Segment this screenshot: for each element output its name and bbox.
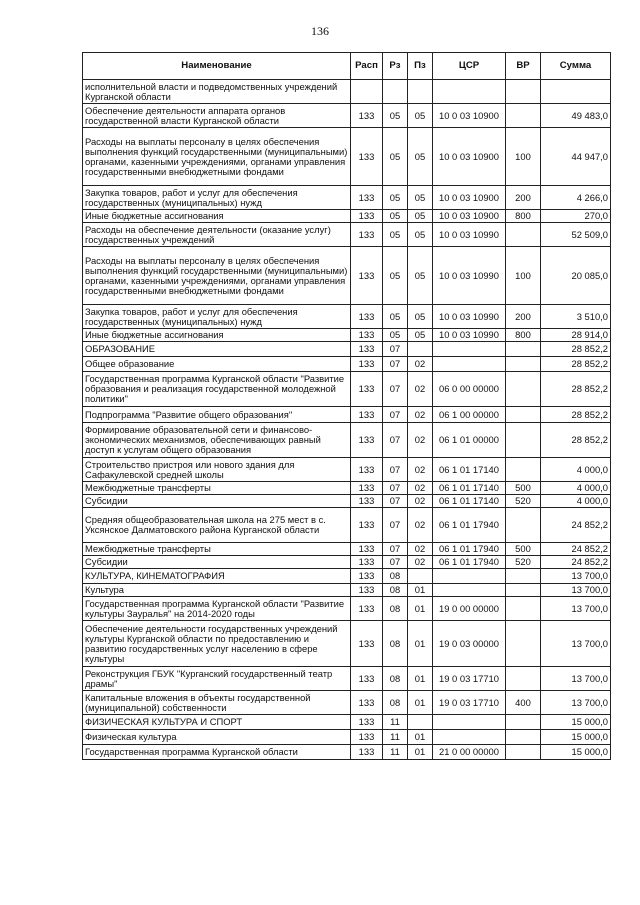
row-rz-cell (383, 80, 408, 104)
table-row (83, 305, 611, 329)
row-csr-cell: 10 0 03 10990 (433, 247, 506, 305)
row-sum-cell: 24 852,2 (541, 508, 611, 543)
row-rasp-cell: 133 (351, 543, 383, 556)
row-name-cell: Расходы на обеспечение деятельности (оказание услуг) государственных учреждений (83, 223, 351, 247)
row-csr-cell: 06 1 01 17940 (433, 508, 506, 543)
row-rz-cell: 07 (383, 482, 408, 495)
table-row (83, 543, 611, 556)
row-rasp-cell (351, 80, 383, 104)
row-csr-cell: 19 0 03 17710 (433, 691, 506, 715)
row-rz-cell: 05 (383, 210, 408, 223)
row-rz-cell: 07 (383, 357, 408, 372)
table-row (83, 372, 611, 407)
row-vr-cell: 100 (506, 128, 541, 186)
row-rz-cell: 07 (383, 508, 408, 543)
row-sum-cell: 13 700,0 (541, 621, 611, 667)
header-rz: Рз (383, 53, 408, 80)
row-rz-cell: 05 (383, 186, 408, 210)
row-sum-cell: 15 000,0 (541, 730, 611, 745)
row-csr-cell: 10 0 03 10900 (433, 210, 506, 223)
table-row (83, 407, 611, 423)
table-row (83, 730, 611, 745)
row-vr-cell (506, 730, 541, 745)
row-rasp-cell: 133 (351, 210, 383, 223)
row-vr-cell: 200 (506, 305, 541, 329)
row-sum-cell: 28 914,0 (541, 329, 611, 342)
row-pz-cell: 02 (408, 423, 433, 458)
row-name-cell: Закупка товаров, работ и услуг для обеспечения государственных (муниципальных) нужд (83, 186, 351, 210)
row-rasp-cell: 133 (351, 691, 383, 715)
row-csr-cell (433, 730, 506, 745)
table-row (83, 584, 611, 597)
row-rasp-cell: 133 (351, 305, 383, 329)
row-sum-cell: 13 700,0 (541, 691, 611, 715)
row-name-cell: Иные бюджетные ассигнования (83, 329, 351, 342)
table-row (83, 423, 611, 458)
table-row (83, 597, 611, 621)
row-vr-cell (506, 745, 541, 760)
row-sum-cell: 28 852,2 (541, 423, 611, 458)
row-vr-cell (506, 223, 541, 247)
row-pz-cell: 05 (408, 247, 433, 305)
row-pz-cell: 02 (408, 556, 433, 569)
row-rasp-cell: 133 (351, 407, 383, 423)
row-vr-cell: 800 (506, 210, 541, 223)
row-sum-cell: 28 852,2 (541, 407, 611, 423)
row-rz-cell: 07 (383, 458, 408, 482)
row-pz-cell: 02 (408, 482, 433, 495)
row-csr-cell: 06 1 01 00000 (433, 423, 506, 458)
row-sum-cell: 13 700,0 (541, 597, 611, 621)
row-rasp-cell: 133 (351, 597, 383, 621)
header-pz: Пз (408, 53, 433, 80)
row-name-cell: Реконструкция ГБУК "Курганский государственный театр драмы" (83, 667, 351, 691)
row-rz-cell: 08 (383, 584, 408, 597)
row-csr-cell: 06 1 01 17140 (433, 458, 506, 482)
table-row (83, 482, 611, 495)
row-rz-cell: 11 (383, 730, 408, 745)
row-rz-cell: 08 (383, 569, 408, 584)
page-number: 136 (311, 24, 329, 38)
row-csr-cell: 19 0 00 00000 (433, 597, 506, 621)
row-pz-cell: 05 (408, 329, 433, 342)
table-row (83, 667, 611, 691)
row-name-cell: Межбюджетные трансферты (83, 543, 351, 556)
row-rasp-cell: 133 (351, 745, 383, 760)
row-csr-cell: 06 0 00 00000 (433, 372, 506, 407)
row-csr-cell (433, 584, 506, 597)
row-pz-cell: 01 (408, 584, 433, 597)
row-csr-cell: 06 1 01 17140 (433, 495, 506, 508)
row-pz-cell: 02 (408, 543, 433, 556)
row-rz-cell: 08 (383, 597, 408, 621)
row-vr-cell (506, 357, 541, 372)
row-name-cell: Общее образование (83, 357, 351, 372)
row-name-cell: Субсидии (83, 556, 351, 569)
row-name-cell: Расходы на выплаты персоналу в целях обеспечения выполнения функций государственными (муниципальными) органами, казенными учреждениями, органами управления государственными внебюджетными фондами (83, 247, 351, 305)
header-rasp: Расп (351, 53, 383, 80)
row-name-cell: Иные бюджетные ассигнования (83, 210, 351, 223)
table-row (83, 80, 611, 104)
row-vr-cell (506, 372, 541, 407)
row-pz-cell: 01 (408, 730, 433, 745)
row-sum-cell: 20 085,0 (541, 247, 611, 305)
row-rz-cell: 05 (383, 128, 408, 186)
row-rasp-cell: 133 (351, 730, 383, 745)
row-rz-cell: 11 (383, 715, 408, 730)
header-csr: ЦСР (433, 53, 506, 80)
row-rasp-cell: 133 (351, 556, 383, 569)
row-sum-cell: 4 000,0 (541, 458, 611, 482)
table-row (83, 329, 611, 342)
row-sum-cell: 13 700,0 (541, 584, 611, 597)
row-vr-cell (506, 584, 541, 597)
row-pz-cell (408, 342, 433, 357)
row-vr-cell (506, 597, 541, 621)
row-rasp-cell: 133 (351, 357, 383, 372)
row-sum-cell: 24 852,2 (541, 556, 611, 569)
row-sum-cell: 3 510,0 (541, 305, 611, 329)
row-pz-cell: 05 (408, 128, 433, 186)
row-pz-cell: 05 (408, 104, 433, 128)
row-name-cell: Подпрограмма "Развитие общего образования" (83, 407, 351, 423)
row-rasp-cell: 133 (351, 342, 383, 357)
row-rasp-cell: 133 (351, 667, 383, 691)
table-row (83, 210, 611, 223)
table-row (83, 128, 611, 186)
row-name-cell: Обеспечение деятельности аппарата органов государственной власти Курганской области (83, 104, 351, 128)
row-rasp-cell: 133 (351, 508, 383, 543)
row-vr-cell (506, 407, 541, 423)
row-rasp-cell: 133 (351, 621, 383, 667)
row-rasp-cell: 133 (351, 482, 383, 495)
row-pz-cell: 05 (408, 210, 433, 223)
row-sum-cell: 4 266,0 (541, 186, 611, 210)
row-sum-cell: 49 483,0 (541, 104, 611, 128)
row-vr-cell (506, 104, 541, 128)
row-rasp-cell: 133 (351, 372, 383, 407)
row-rasp-cell: 133 (351, 495, 383, 508)
row-rz-cell: 05 (383, 104, 408, 128)
row-vr-cell (506, 569, 541, 584)
row-pz-cell: 01 (408, 691, 433, 715)
row-name-cell: Межбюджетные трансферты (83, 482, 351, 495)
row-name-cell: КУЛЬТУРА, КИНЕМАТОГРАФИЯ (83, 569, 351, 584)
row-pz-cell (408, 715, 433, 730)
row-vr-cell: 200 (506, 186, 541, 210)
row-vr-cell: 500 (506, 543, 541, 556)
row-name-cell: Средняя общеобразовательная школа на 275 мест в с. Уксянское Далматовского района Курганской области (83, 508, 351, 543)
row-csr-cell: 10 0 03 10990 (433, 305, 506, 329)
row-sum-cell: 4 000,0 (541, 482, 611, 495)
row-name-cell: Формирование образовательной сети и финансово-экономических механизмов, обеспечивающих равный доступ к услугам общего образования (83, 423, 351, 458)
row-vr-cell: 100 (506, 247, 541, 305)
row-rz-cell: 07 (383, 342, 408, 357)
table-row (83, 715, 611, 730)
row-rz-cell: 07 (383, 372, 408, 407)
row-rz-cell: 05 (383, 223, 408, 247)
table-row (83, 745, 611, 760)
row-sum-cell: 15 000,0 (541, 715, 611, 730)
row-pz-cell: 01 (408, 621, 433, 667)
row-name-cell: ОБРАЗОВАНИЕ (83, 342, 351, 357)
row-name-cell: ФИЗИЧЕСКАЯ КУЛЬТУРА И СПОРТ (83, 715, 351, 730)
row-rasp-cell: 133 (351, 128, 383, 186)
row-rasp-cell: 133 (351, 569, 383, 584)
row-pz-cell (408, 569, 433, 584)
row-rasp-cell: 133 (351, 247, 383, 305)
row-name-cell: Физическая культура (83, 730, 351, 745)
row-rz-cell: 05 (383, 329, 408, 342)
row-pz-cell: 02 (408, 495, 433, 508)
row-csr-cell: 10 0 03 10990 (433, 223, 506, 247)
row-rz-cell: 07 (383, 495, 408, 508)
row-pz-cell: 02 (408, 407, 433, 423)
row-pz-cell: 01 (408, 745, 433, 760)
row-csr-cell: 06 1 01 17940 (433, 556, 506, 569)
row-sum-cell: 13 700,0 (541, 667, 611, 691)
budget-table (82, 52, 611, 760)
row-sum-cell: 28 852,2 (541, 342, 611, 357)
header-sum: Сумма (541, 53, 611, 80)
row-rasp-cell: 133 (351, 423, 383, 458)
header-vr: ВР (506, 53, 541, 80)
row-name-cell: Государственная программа Курганской области (83, 745, 351, 760)
row-sum-cell: 13 700,0 (541, 569, 611, 584)
header-name: Наименование (83, 53, 351, 80)
row-vr-cell: 520 (506, 556, 541, 569)
row-rz-cell: 07 (383, 407, 408, 423)
row-name-cell: Обеспечение деятельности государственных учреждений культуры Курганской области по предоставлению и развитию государственных услуг населению в сфере культуры (83, 621, 351, 667)
row-vr-cell: 800 (506, 329, 541, 342)
row-pz-cell: 05 (408, 223, 433, 247)
row-csr-cell (433, 80, 506, 104)
row-pz-cell: 02 (408, 357, 433, 372)
row-sum-cell: 28 852,2 (541, 357, 611, 372)
row-vr-cell (506, 715, 541, 730)
row-sum-cell: 15 000,0 (541, 745, 611, 760)
row-csr-cell: 06 1 00 00000 (433, 407, 506, 423)
row-vr-cell (506, 458, 541, 482)
table-body (83, 80, 611, 760)
table-row (83, 691, 611, 715)
row-name-cell: Государственная программа Курганской области "Развитие образования и реализация государственной молодежной политики" (83, 372, 351, 407)
row-name-cell: Культура (83, 584, 351, 597)
row-rz-cell: 08 (383, 621, 408, 667)
table-row (83, 621, 611, 667)
row-vr-cell: 520 (506, 495, 541, 508)
row-rz-cell: 11 (383, 745, 408, 760)
row-csr-cell: 21 0 00 00000 (433, 745, 506, 760)
row-rz-cell: 08 (383, 691, 408, 715)
row-pz-cell: 05 (408, 186, 433, 210)
table-row (83, 508, 611, 543)
row-rasp-cell: 133 (351, 186, 383, 210)
table-row (83, 495, 611, 508)
row-rz-cell: 05 (383, 305, 408, 329)
row-csr-cell: 19 0 03 17710 (433, 667, 506, 691)
row-name-cell: Строительство пристроя или нового здания для Сафакулевской средней школы (83, 458, 351, 482)
row-csr-cell: 19 0 03 00000 (433, 621, 506, 667)
row-sum-cell: 24 852,2 (541, 543, 611, 556)
row-sum-cell (541, 80, 611, 104)
row-vr-cell (506, 342, 541, 357)
table-row (83, 186, 611, 210)
row-name-cell: Капитальные вложения в объекты государственной (муниципальной) собственности (83, 691, 351, 715)
table-row (83, 556, 611, 569)
table-row (83, 569, 611, 584)
row-sum-cell: 44 947,0 (541, 128, 611, 186)
row-vr-cell (506, 667, 541, 691)
row-csr-cell (433, 715, 506, 730)
row-csr-cell: 06 1 01 17940 (433, 543, 506, 556)
row-vr-cell: 500 (506, 482, 541, 495)
row-csr-cell: 10 0 03 10990 (433, 329, 506, 342)
row-pz-cell: 01 (408, 667, 433, 691)
row-name-cell: Расходы на выплаты персоналу в целях обеспечения выполнения функций государственными (муниципальными) органами, казенными учреждениями, органами управления государственными внебюджетными фондами (83, 128, 351, 186)
row-rasp-cell: 133 (351, 584, 383, 597)
row-rasp-cell: 133 (351, 223, 383, 247)
row-vr-cell (506, 508, 541, 543)
row-vr-cell: 400 (506, 691, 541, 715)
row-vr-cell (506, 621, 541, 667)
row-name-cell: исполнительной власти и подведомственных учреждений Курганской области (83, 80, 351, 104)
table-row (83, 458, 611, 482)
row-sum-cell: 52 509,0 (541, 223, 611, 247)
row-rasp-cell: 133 (351, 329, 383, 342)
table-row (83, 104, 611, 128)
table-row (83, 247, 611, 305)
row-rz-cell: 08 (383, 667, 408, 691)
row-csr-cell (433, 357, 506, 372)
row-vr-cell (506, 423, 541, 458)
row-name-cell: Субсидии (83, 495, 351, 508)
row-rz-cell: 05 (383, 247, 408, 305)
row-sum-cell: 270,0 (541, 210, 611, 223)
row-vr-cell (506, 80, 541, 104)
row-pz-cell: 02 (408, 508, 433, 543)
row-csr-cell: 10 0 03 10900 (433, 104, 506, 128)
row-rz-cell: 07 (383, 543, 408, 556)
row-name-cell: Государственная программа Курганской области "Развитие культуры Зауралья" на 2014-2020 годы (83, 597, 351, 621)
row-pz-cell (408, 80, 433, 104)
row-sum-cell: 28 852,2 (541, 372, 611, 407)
row-pz-cell: 02 (408, 372, 433, 407)
table-header-row (83, 53, 611, 80)
row-csr-cell (433, 569, 506, 584)
row-rasp-cell: 133 (351, 104, 383, 128)
row-csr-cell: 10 0 03 10900 (433, 186, 506, 210)
row-sum-cell: 4 000,0 (541, 495, 611, 508)
row-pz-cell: 01 (408, 597, 433, 621)
row-rasp-cell: 133 (351, 458, 383, 482)
row-csr-cell: 06 1 01 17140 (433, 482, 506, 495)
row-pz-cell: 02 (408, 458, 433, 482)
row-csr-cell: 10 0 03 10900 (433, 128, 506, 186)
table-row (83, 223, 611, 247)
row-name-cell: Закупка товаров, работ и услуг для обеспечения государственных (муниципальных) нужд (83, 305, 351, 329)
table-row (83, 342, 611, 357)
row-csr-cell (433, 342, 506, 357)
row-rz-cell: 07 (383, 556, 408, 569)
row-pz-cell: 05 (408, 305, 433, 329)
table-row (83, 357, 611, 372)
row-rasp-cell: 133 (351, 715, 383, 730)
row-rz-cell: 07 (383, 423, 408, 458)
